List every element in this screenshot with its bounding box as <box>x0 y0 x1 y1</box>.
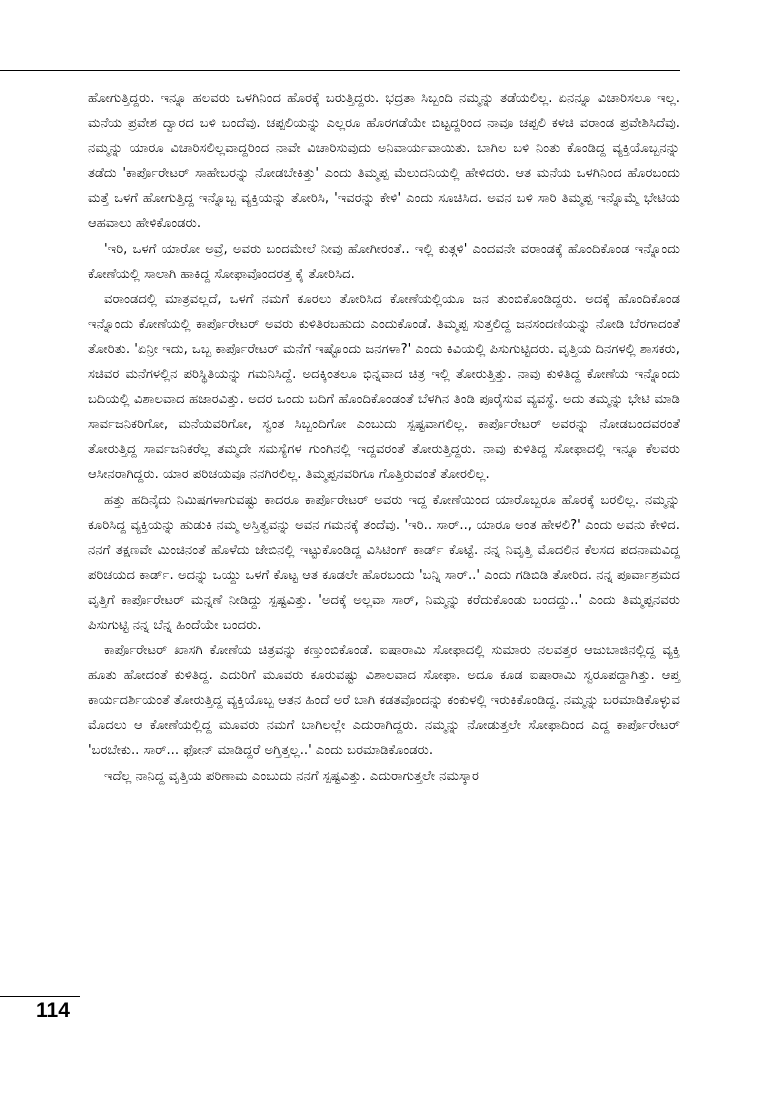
footer-rule <box>0 996 80 997</box>
body-text <box>88 86 680 789</box>
paragraph-5: ಕಾರ್ಪೊರೇಟರ್ ಖಾಸಗಿ ಕೋಣೆಯ ಚಿತ್ರವನ್ನು ಕಣ್ತುಂಬಿಕೊಂಡೆ. ಐಷಾರಾಮಿ ಸೋಫಾದಲ್ಲಿ ಸುಮಾರು ನಲವತ್ತರ ಆಜುಬಾಜಿನಲ್ಲಿದ್ದ ವ್ಯಕ್ತಿ ಹೂತು ಹೋದಂತೆ ಕುಳಿತಿದ್ದ. ಎದುರಿಗೆ ಮೂವರು ಕೂರುವಷ್ಟು ವಿಶಾಲವಾದ ಸೋಫಾ. ಅದೂ ಕೂಡ ಐಷಾರಾಮಿ ಸ್ವರೂಪದ್ದಾಗಿತ್ತು. ಆಪ್ತ ಕಾರ್ಯದರ್ಶಿಯಂತೆ ತೋರುತ್ತಿದ್ದ ವ್ಯಕ್ತಿಯೊಬ್ಬ ಆತನ ಹಿಂದೆ ಅರೆ ಬಾಗಿ ಕಡತವೊಂದನ್ನು ಕಂಕುಳಲ್ಲಿ ಇರುಕಿಕೊಂಡಿದ್ದ. ನಮ್ಮನ್ನು ಬರಮಾಡಿಕೊಳ್ಳುವ ಮೊದಲು ಆ ಕೋಣೆಯಲ್ಲಿದ್ದ ಮೂವರು ನಮಗೆ ಬಾಗಿಲಲ್ಲೇ ಎದುರಾಗಿದ್ದರು. ನಮ್ಮನ್ನು ನೋಡುತ್ತಲೇ ಸೋಫಾದಿಂದ ಎದ್ದ ಕಾರ್ಪೊರೇಟರ್ 'ಬರಬೇಕು.. ಸಾರ್... ಫೋನ್ ಮಾಡಿದ್ದರೆ ಅಗ್ತಿತ್ತಲ್ಲ..' ಎಂದು ಬರಮಾಡಿಕೊಂಡರು. <box>88 643 680 759</box>
page-number: 114 <box>36 999 70 1022</box>
paragraph-2: 'ಇರಿ, ಒಳಗೆ ಯಾರೋ ಅವ್ರೆ, ಅವರು ಬಂದಮೇಲೆ ನೀವು ಹೋಗೀರಂತೆ.. ಇಲ್ಲಿ ಕುತ್ಗಳಿ' ಎಂದವನೇ ವರಾಂಡಕ್ಕೆ ಹೊಂದಿಕೊಂಡ ಇನ್ನೊಂದು ಕೋಣೆಯಲ್ಲಿ ಸಾಲಾಗಿ ಹಾಕಿದ್ದ ಸೋಫಾವೊಂದರತ್ತ ಕೈ ತೋರಿಸಿದ. <box>88 241 680 282</box>
paragraph-3: ವರಾಂಡದಲ್ಲಿ ಮಾತ್ರವಲ್ಲದೆ, ಒಳಗೆ ನಮಗೆ ಕೂರಲು ತೋರಿಸಿದ ಕೋಣೆಯಲ್ಲಿಯೂ ಜನ ತುಂಬಿಕೊಂಡಿದ್ದರು. ಅದಕ್ಕೆ ಹೊಂದಿಕೊಂಡ ಇನ್ನೊಂದು ಕೋಣೆಯಲ್ಲಿ ಕಾರ್ಪೊರೇಟರ್ ಅವರು ಕುಳಿತಿರಬಹುದು ಎಂದುಕೊಂಡೆ. ತಿಮ್ಮಪ್ಪ ಸುತ್ತಲಿದ್ದ ಜನಸಂದಣಿಯನ್ನು ನೋಡಿ ಬೆರಗಾದಂತೆ ತೋರಿತು. 'ಏನ್ರೀ ಇದು, ಒಬ್ಬ ಕಾರ್ಪೊರೇಟರ್ ಮನೆಗೆ ಇಷ್ಟೊಂದು ಜನಗಳಾ?' ಎಂದು ಕಿವಿಯಲ್ಲಿ ಪಿಸುಗುಟ್ಟಿದರು. ವೃತ್ತಿಯ ದಿನಗಳಲ್ಲಿ ಶಾಸಕರು, ಸಚಿವರ ಮನೆಗಳಲ್ಲಿನ ಪರಿಸ್ಥಿತಿಯನ್ನು ಗಮನಿಸಿದ್ದೆ. ಅದಕ್ಕಿಂತಲೂ ಭಿನ್ನವಾದ ಚಿತ್ರ ಇಲ್ಲಿ ತೋರುತ್ತಿತ್ತು. ನಾವು ಕುಳಿತಿದ್ದ ಕೋಣೆಯ ಇನ್ನೊಂದು ಬದಿಯಲ್ಲಿ ವಿಶಾಲವಾದ ಹಜಾರವಿತ್ತು. ಅದರ ಒಂದು ಬದಿಗೆ ಹೊಂದಿಕೊಂಡಂತೆ ಬೆಳಗಿನ ತಿಂಡಿ ಪೂರೈಸುವ ವ್ಯವಸ್ಥೆ. ಅದು ತಮ್ಮನ್ನು ಭೇಟಿ ಮಾಡಿ ಸಾರ್ವಜನಿಕರಿಗೋ, ಮನೆಯವರಿಗೋ, ಸ್ವಂತ ಸಿಬ್ಬಂದಿಗೋ ಎಂಬುದು ಸ್ಪಷ್ಟವಾಗಲಿಲ್ಲ. ಕಾರ್ಪೊರೇಟರ್ ಅವರನ್ನು ನೋಡಬಂದವರಂತೆ ತೋರುತ್ತಿದ್ದ ಸಾರ್ವಜನಿಕರೆಲ್ಲ ತಮ್ಮದೇ ಸಮಸ್ಯೆಗಳ ಗುಂಗಿನಲ್ಲಿ ಇದ್ದವರಂತೆ ತೋರುತ್ತಿದ್ದರು. ನಾವು ಕುಳಿತಿದ್ದ ಸೋಫಾದಲ್ಲಿ ಇನ್ನೂ ಕೆಲವರು ಆಸೀನರಾಗಿದ್ದರು. ಯಾರ ಪರಿಚಯವೂ ನನಗಿರಲಿಲ್ಲ. ತಿಮ್ಮಪ್ಪನವರಿಗೂ ಗೊತ್ತಿರುವಂತೆ ತೋರಲಿಲ್ಲ. <box>88 291 680 483</box>
paragraph-4: ಹತ್ತು ಹದಿನೈದು ನಿಮಿಷಗಳಾಗುವಷ್ಟು ಕಾದರೂ ಕಾರ್ಪೊರೇಟರ್ ಅವರು ಇದ್ದ ಕೋಣೆಯಿಂದ ಯಾರೊಬ್ಬರೂ ಹೊರಕ್ಕೆ ಬರಲಿಲ್ಲ. ನಮ್ಮನ್ನು ಕೂರಿಸಿದ್ದ ವ್ಯಕ್ತಿಯನ್ನು ಹುಡುಕಿ ನಮ್ಮ ಅಸ್ತಿತ್ವವನ್ನು ಅವನ ಗಮನಕ್ಕೆ ತಂದೆವು. 'ಇರಿ.. ಸಾರ್.., ಯಾರೂ ಅಂತ ಹೇಳಲಿ?' ಎಂದು ಅವನು ಕೇಳಿದ. ನನಗೆ ತಕ್ಷಣವೇ ಮಿಂಚಿನಂತೆ ಹೊಳೆದು ಜೇಬಿನಲ್ಲಿ ಇಟ್ಟುಕೊಂಡಿದ್ದ ವಿಸಿಟಿಂಗ್ ಕಾರ್ಡ್ ಕೊಟ್ಟೆ. ನನ್ನ ನಿವೃತ್ತಿ ಮೊದಲಿನ ಕೆಲಸದ ಪದನಾಮವಿದ್ದ ಪರಿಚಯದ ಕಾರ್ಡ್. ಅದನ್ನು ಒಯ್ದು ಒಳಗೆ ಕೊಟ್ಟ ಆತ ಕೂಡಲೇ ಹೊರಬಂದು 'ಬನ್ನಿ ಸಾರ್..' ಎಂದು ಗಡಿಬಿಡಿ ತೋರಿದ. ನನ್ನ ಪೂರ್ವಾಶ್ರಮದ ವೃತ್ತಿಗೆ ಕಾರ್ಪೊರೇಟರ್ ಮನ್ನಣೆ ನೀಡಿದ್ದು ಸ್ಪಷ್ಟವಿತ್ತು. 'ಅದಕ್ಕೆ ಅಲ್ಲವಾ ಸಾರ್, ನಿಮ್ಮನ್ನು ಕರೆದುಕೊಂಡು ಬಂದದ್ದು..' ಎಂದು ತಿಮ್ಮಪ್ಪನವರು ಪಿಸುಗುಟ್ಟಿ ನನ್ನ ಬೆನ್ನ ಹಿಂದೆಯೇ ಬಂದರು. <box>88 492 680 633</box>
paragraph-1: ಹೋಗುತ್ತಿದ್ದರು. ಇನ್ನೂ ಹಲವರು ಒಳಗಿನಿಂದ ಹೊರಕ್ಕೆ ಬರುತ್ತಿದ್ದರು. ಭದ್ರತಾ ಸಿಬ್ಬಂದಿ ನಮ್ಮನ್ನು ತಡೆಯಲಿಲ್ಲ. ಏನನ್ನೂ ವಿಚಾರಿಸಲೂ ಇಲ್ಲ. ಮನೆಯ ಪ್ರವೇಶ ದ್ವಾರದ ಬಳಿ ಬಂದೆವು. ಚಪ್ಪಲಿಯನ್ನು ಎಲ್ಲರೂ ಹೊರಗಡೆಯೇ ಬಿಟ್ಟದ್ದರಿಂದ ನಾವೂ ಚಪ್ಪಲಿ ಕಳಚಿ ವರಾಂಡ ಪ್ರವೇಶಿಸಿದೆವು. ನಮ್ಮನ್ನು ಯಾರೂ ವಿಚಾರಿಸಲಿಲ್ಲವಾದ್ದರಿಂದ ನಾವೇ ವಿಚಾರಿಸುವುದು ಅನಿವಾರ್ಯವಾಯಿತು. ಬಾಗಿಲ ಬಳಿ ನಿಂತು ಕೊಂಡಿದ್ದ ವ್ಯಕ್ತಿಯೊಬ್ಬನನ್ನು ತಡೆದು 'ಕಾರ್ಪೊರೇಟರ್ ಸಾಹೇಬರನ್ನು ನೋಡಬೇಕಿತ್ತು' ಎಂದು ತಿಮ್ಮಪ್ಪ ಮೆಲುದನಿಯಲ್ಲಿ ಹೇಳಿದರು. ಆತ ಮನೆಯ ಒಳಗಿನಿಂದ ಹೊರಬಂದು ಮತ್ತೆ ಒಳಗೆ ಹೋಗುತ್ತಿದ್ದ ಇನ್ನೊಬ್ಬ ವ್ಯಕ್ತಿಯನ್ನು ತೋರಿಸಿ, 'ಇವರನ್ನು ಕೇಳಿ' ಎಂದು ಸೂಚಿಸಿದ. ಅವನ ಬಳಿ ಸಾರಿ ತಿಮ್ಮಪ್ಪ ಇನ್ನೊಮ್ಮೆ ಭೇಟಿಯ ಆಹವಾಲು ಹೇಳಿಕೊಂಡರು. <box>88 91 680 232</box>
paragraph-6: ಇದೆಲ್ಲ ನಾನಿದ್ದ ವೃತ್ತಿಯ ಪರಿಣಾಮ ಎಂಬುದು ನನಗೆ ಸ್ಪಷ್ಟವಿತ್ತು. ಎದುರಾಗುತ್ತಲೇ ನಮಸ್ಕಾರ <box>104 768 479 784</box>
top-rule <box>0 70 680 71</box>
